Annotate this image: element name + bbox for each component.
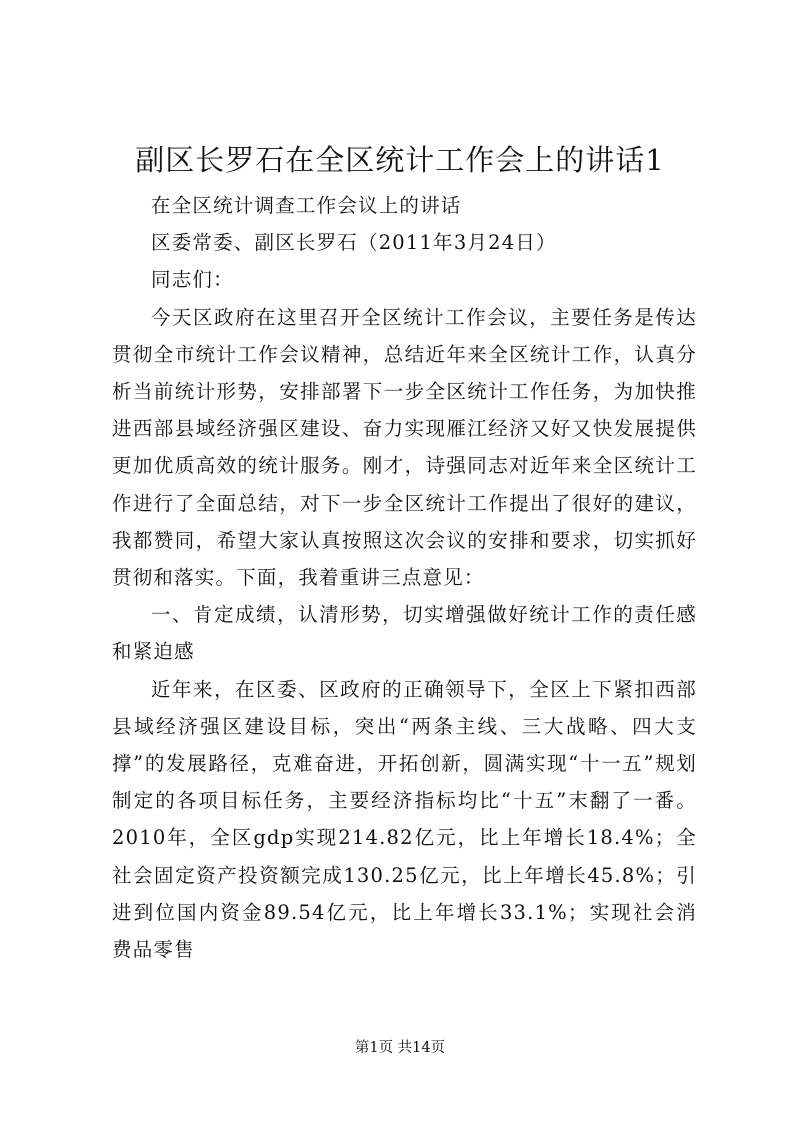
section-heading: 一、肯定成绩，认清形势，切实增强做好统计工作的责任感和紧迫感 bbox=[112, 603, 697, 664]
document-title: 副区长罗石在全区统计工作会上的讲话1 bbox=[135, 143, 665, 177]
page-footer: 第1页 共14页 bbox=[354, 1040, 446, 1056]
document-body bbox=[112, 187, 697, 968]
body-paragraph: 近年来，在区委、区政府的正确领导下，全区上下紧扣西部县域经济强区建设目标，突出“两条主线、三大战略、四大支撑”的发展路径，克难奋进，开拓创新，圆满实现“十一五”规划制定的各项目标任务，主要经济指标均比“十五”末翻了一番。2010年，全区gdp实现214.82亿元，比上年增长18.4%；全社会固定资产投资额完成130.25亿元，比上年增长45.8%；引进到位国内资金89.54亿元，比上年增长33.1%；实现社会消费品零售 bbox=[112, 677, 697, 962]
salutation: 同志们： bbox=[151, 268, 234, 292]
body-paragraph: 今天区政府在这里召开全区统计工作会议，主要任务是传达贯彻全市统计工作会议精神，总结近年来全区统计工作，认真分析当前统计形势，安排部署下一步全区统计工作任务，为加快推进西部县域经济强区建设、奋力实现雁江经济又好又快发展提供更加优质高效的统计服务。刚才，诗强同志对近年来全区统计工作进行了全面总结，对下一步全区统计工作提出了很好的建议，我都赞同，希望大家认真按照这次会议的安排和要求，切实抓好贯彻和落实。下面，我着重讲三点意见： bbox=[112, 305, 697, 590]
speaker-line: 区委常委、副区长罗石（2011年3月24日） bbox=[151, 231, 557, 255]
speech-subtitle: 在全区统计调查工作会议上的讲话 bbox=[151, 194, 462, 217]
